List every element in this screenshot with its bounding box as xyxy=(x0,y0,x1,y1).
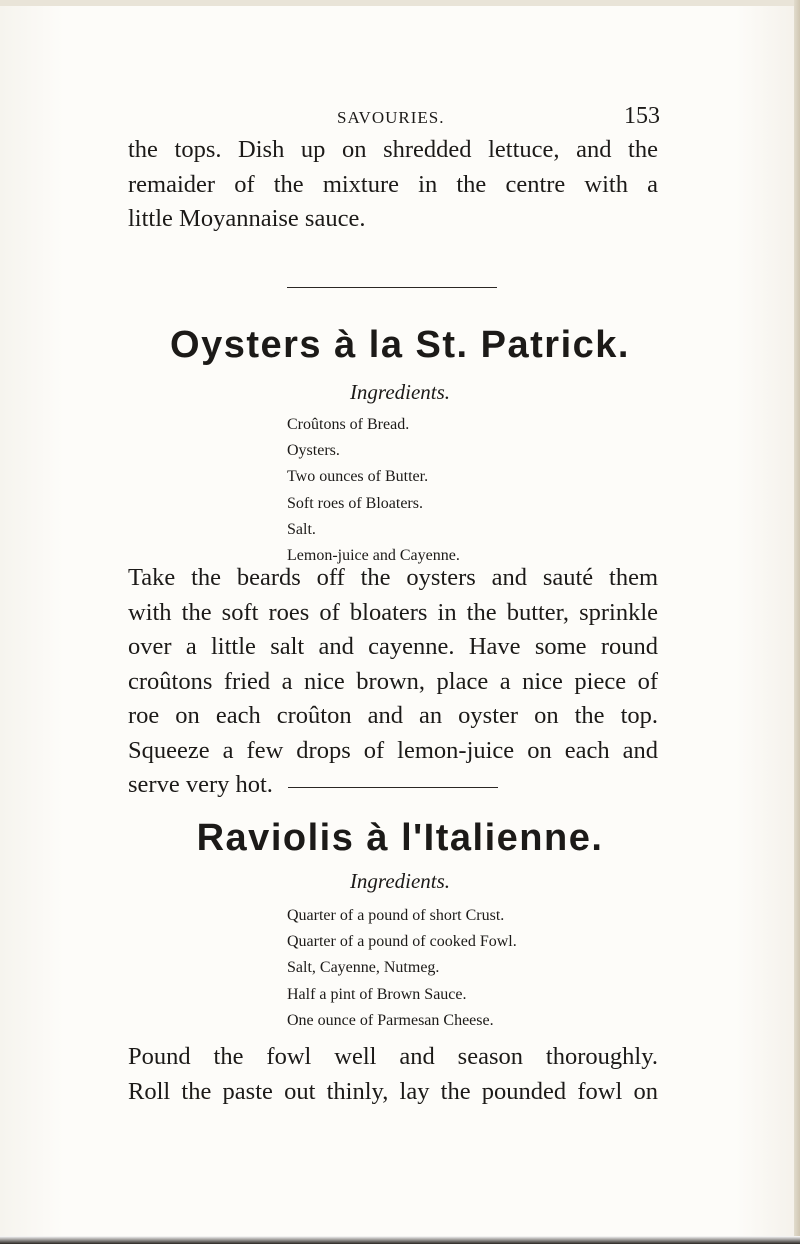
method-paragraph xyxy=(128,1040,658,1109)
ingredient-item: Oysters. xyxy=(287,442,340,460)
ingredient-item: Quarter of a pound of cooked Fowl. xyxy=(287,933,517,951)
page-bottom-edge xyxy=(0,1236,800,1244)
method-paragraph xyxy=(128,561,658,803)
recipe-title: Oysters à la St. Patrick. xyxy=(170,324,630,366)
text-line: with the soft roes of bloaters in the butter, sprinkle xyxy=(128,598,658,626)
page-right-edge xyxy=(794,0,800,1244)
ingredient-item: Half a pint of Brown Sauce. xyxy=(287,985,467,1003)
text-line: the tops. Dish up on shredded lettuce, and the xyxy=(128,136,658,163)
ingredients-list xyxy=(287,412,460,569)
page-number: 153 xyxy=(624,103,660,129)
running-head: SAVOURIES. xyxy=(337,108,445,127)
ingredient-item: Salt, Cayenne, Nutmeg. xyxy=(287,959,440,977)
section-divider xyxy=(287,287,497,288)
text-line: roe on each croûton and an oyster on the top. xyxy=(128,702,658,729)
ingredients-heading: Ingredients. xyxy=(349,869,451,893)
ingredient-item: Soft roes of Bloaters. xyxy=(287,494,423,512)
ingredient-item: Quarter of a pound of short Crust. xyxy=(287,907,505,924)
ingredient-item: Two ounces of Butter. xyxy=(287,468,429,486)
intro-paragraph xyxy=(128,133,658,237)
text-line: Squeeze a few drops of lemon-juice on each and xyxy=(128,736,658,764)
text-line: Roll the paste out thinly, lay the pounded fowl on xyxy=(128,1077,658,1105)
ingredient-item: One ounce of Parmesan Cheese. xyxy=(287,1011,494,1029)
text-line: croûtons fried a nice brown, place a nice piece of xyxy=(128,667,658,695)
ingredients-list xyxy=(287,903,517,1034)
text-line: over a little salt and cayenne. Have some round xyxy=(128,633,658,660)
page-top-edge xyxy=(0,0,800,6)
text-line: Take the beards off the oysters and sauté them xyxy=(128,564,658,591)
section-divider xyxy=(288,787,498,788)
ingredient-item: Croûtons of Bread. xyxy=(287,416,410,433)
text-line: Pound the fowl well and season thoroughly. xyxy=(128,1043,658,1070)
text-line: remaider of the mixture in the centre with a xyxy=(128,170,658,198)
ingredients-heading: Ingredients. xyxy=(349,380,451,404)
ingredient-item: Lemon-juice and Cayenne. xyxy=(287,547,460,565)
recipe-title: Raviolis à l'Italienne. xyxy=(196,817,604,859)
text-line: little Moyannaise sauce. xyxy=(128,205,366,232)
ingredient-item: Salt. xyxy=(287,520,316,538)
text-line: serve very hot. xyxy=(128,771,273,798)
